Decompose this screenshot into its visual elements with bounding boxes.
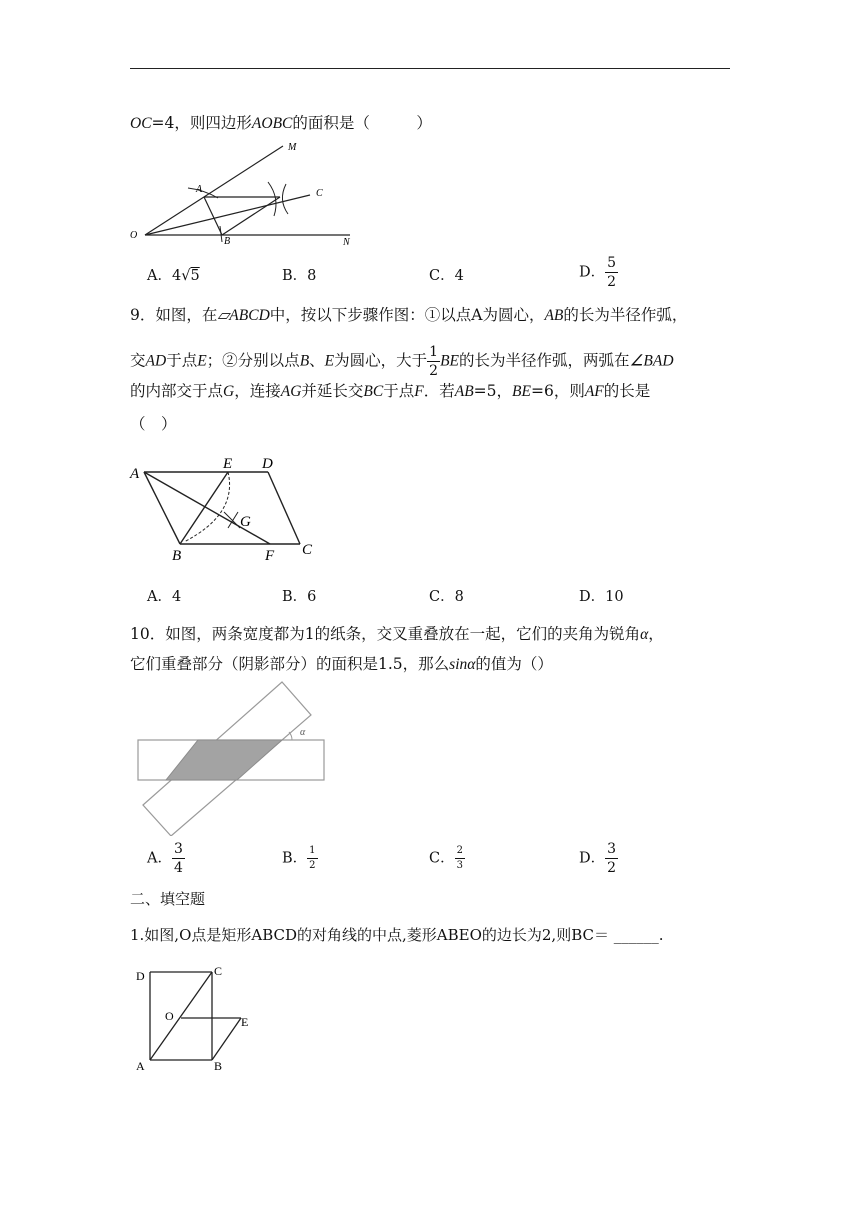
q9-label-a: A — [130, 466, 140, 482]
fill-q1-stem: 1.如图,O点是矩形ABCD的对角线的中点,菱形ABEO的边长为2,则BC＝ ______. — [130, 926, 664, 944]
q9-label-c: C — [302, 542, 313, 558]
fill-q1-figure — [128, 962, 268, 1077]
q9-line-2: 交AD于点E；②分别以点B、E为圆心，大于 $\frac{1}{2}$ BE的长为半径作弧，两弧在∠BAD — [130, 344, 674, 379]
q9-label-f: F — [265, 548, 275, 564]
q8-option-c: C．4 — [429, 268, 464, 284]
fq1-label-d: D — [136, 969, 145, 983]
q10-figure — [130, 678, 330, 836]
q9-line-3: 的内部交于点G，连接AG并延长交BC于点F．若AB=5，BE=6，则AF的长是 — [130, 382, 651, 400]
header-rule — [130, 68, 730, 69]
section-heading: 二、填空题 — [130, 890, 206, 908]
q8-text-2: 的面积是（ ） — [292, 114, 432, 132]
q10-option-c: C． $\frac{2}{3}$ — [429, 845, 463, 871]
q9-option-d: D．10 — [579, 589, 624, 605]
q8-oc: OC — [130, 115, 152, 132]
fq1-label-b: B — [214, 1059, 223, 1073]
q8-label-b: B — [224, 236, 231, 247]
q10-line-1: 10．如图，两条宽度都为1的纸条，交叉重叠放在一起，它们的夹角为锐角α， — [130, 625, 664, 643]
q8-aobc: AOBC — [251, 115, 293, 132]
q10-line-2: 它们重叠部分（阴影部分）的面积是1.5，那么sinα的值为（） — [130, 655, 553, 673]
q8-option-b: B．8 — [282, 268, 317, 284]
q9-label-e: E — [223, 456, 233, 472]
q10-option-a: A． $\frac{3}{4}$ — [147, 841, 183, 876]
q9-option-c: C．8 — [429, 589, 464, 605]
fq1-label-a: A — [136, 1059, 145, 1073]
q8-label-n: N — [343, 237, 350, 248]
q9-label-d: D — [262, 456, 273, 472]
q10-label-alpha: α — [300, 727, 306, 738]
fq1-label-e: E — [241, 1015, 249, 1029]
fq1-label-c: C — [214, 964, 223, 978]
q9-label-g: G — [240, 514, 251, 530]
q8-text-1: =4，则四边形 — [151, 114, 252, 132]
q8-stem-tail — [130, 113, 432, 134]
q9-option-b: B．6 — [282, 589, 317, 605]
q9-label-b: B — [172, 548, 182, 564]
q8-label-c: C — [316, 188, 323, 199]
q9-line-1: 9．如图，在▱ABCD中，按以下步骤作图：①以点A为圆心，AB的长为半径作弧， — [130, 306, 688, 324]
q8-label-m: M — [288, 142, 297, 153]
q9-figure — [128, 452, 328, 567]
q9-option-a: A．4 — [147, 589, 182, 605]
q10-option-d: D． $\frac{3}{2}$ — [579, 841, 617, 876]
q8-figure — [128, 138, 368, 250]
fq1-label-o: O — [165, 1009, 174, 1023]
q8-label-a: A — [196, 184, 203, 195]
q8-option-a: A．4√5 — [147, 268, 200, 284]
q9-line-4: （ ） — [130, 415, 177, 433]
q8-label-o: O — [130, 230, 138, 241]
q10-option-b: B． $\frac{1}{2}$ — [282, 845, 316, 871]
q8-option-d: D． $\frac{5}{2}$ — [579, 255, 617, 290]
